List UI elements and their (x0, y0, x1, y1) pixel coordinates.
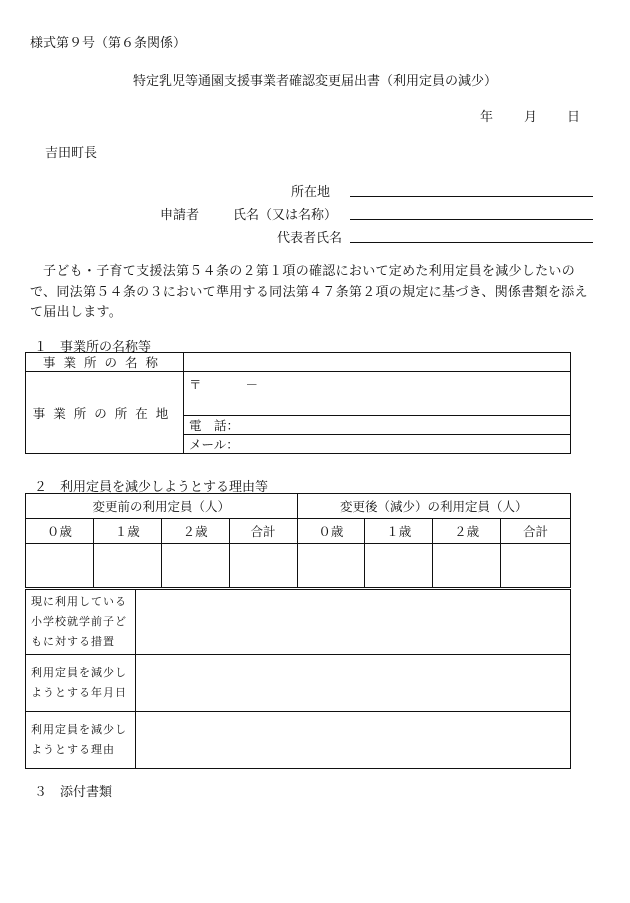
postal-mark: 〒 (189, 377, 202, 392)
email-label: メール： (189, 437, 239, 452)
reduction-date-cell[interactable] (136, 655, 571, 712)
date-month-label: 月 (524, 110, 538, 125)
facility-address-cell[interactable] (184, 372, 571, 416)
after-age-2: ２歳 (433, 519, 501, 544)
representative-label: 代表者氏名 (277, 231, 343, 246)
after-total: 合計 (501, 519, 571, 544)
facility-table (25, 352, 571, 454)
details-table (25, 589, 571, 769)
form-title: 特定乳児等通園支援事業者確認変更届出書（利用定員の減少） (132, 74, 497, 89)
after-age-0: ０歳 (297, 519, 365, 544)
before-age-0-value[interactable] (26, 544, 94, 588)
phone-label: 電 話： (189, 418, 240, 433)
facility-address-label: 事業所の所在地 (26, 372, 184, 454)
address-line[interactable] (350, 196, 593, 197)
section3-heading: ３ 添付書類 (34, 785, 113, 800)
section1-heading: １ 事業所の名称等 (34, 340, 152, 355)
reduction-reason-cell[interactable] (136, 712, 571, 769)
after-age-0-value[interactable] (297, 544, 365, 588)
reduction-date-label: 利用定員を減少しようとする年月日 (26, 655, 136, 712)
before-header: 変更前の利用定員（人） (26, 494, 298, 519)
body-text: 子ども・子育て支援法第５４条の２第１項の確認において定めた利用定員を減少したいので、同法第５４条の３において準用する同法第４７条第２項の規定に基づき、関係書類を添えて届出します。 (30, 264, 588, 320)
date-day-label: 日 (567, 110, 581, 125)
reduction-reason-label: 利用定員を減少しようとする理由 (26, 712, 136, 769)
date-year-label: 年 (480, 110, 494, 125)
before-age-2-value[interactable] (161, 544, 229, 588)
before-total: 合計 (229, 519, 297, 544)
address-label: 所在地 (291, 185, 331, 200)
section2-heading: ２ 利用定員を減少しようとする理由等 (34, 480, 269, 495)
after-age-1: １歳 (365, 519, 433, 544)
facility-name-label: 事業所の名称 (26, 353, 184, 372)
name-line[interactable] (350, 219, 593, 220)
before-age-2: ２歳 (161, 519, 229, 544)
representative-line[interactable] (350, 242, 593, 243)
capacity-table (25, 493, 571, 588)
after-header: 変更後（減少）の利用定員（人） (297, 494, 571, 519)
after-age-2-value[interactable] (433, 544, 501, 588)
facility-name-cell[interactable] (184, 353, 571, 372)
before-total-value[interactable] (229, 544, 297, 588)
phone-cell[interactable] (184, 416, 571, 435)
email-cell[interactable] (184, 435, 571, 454)
after-total-value[interactable] (501, 544, 571, 588)
after-age-1-value[interactable] (365, 544, 433, 588)
before-age-0: ０歳 (26, 519, 94, 544)
postal-dash: － (245, 377, 259, 392)
measures-label: 現に利用している小学校就学前子どもに対する措置 (26, 590, 136, 655)
before-age-1: １歳 (93, 519, 161, 544)
name-label: 氏名（又は名称） (233, 208, 338, 223)
applicant-label: 申請者 (160, 208, 200, 223)
addressee: 吉田町長 (45, 146, 98, 161)
measures-cell[interactable] (136, 590, 571, 655)
form-number: 様式第９号（第６条関係） (30, 36, 187, 51)
before-age-1-value[interactable] (93, 544, 161, 588)
